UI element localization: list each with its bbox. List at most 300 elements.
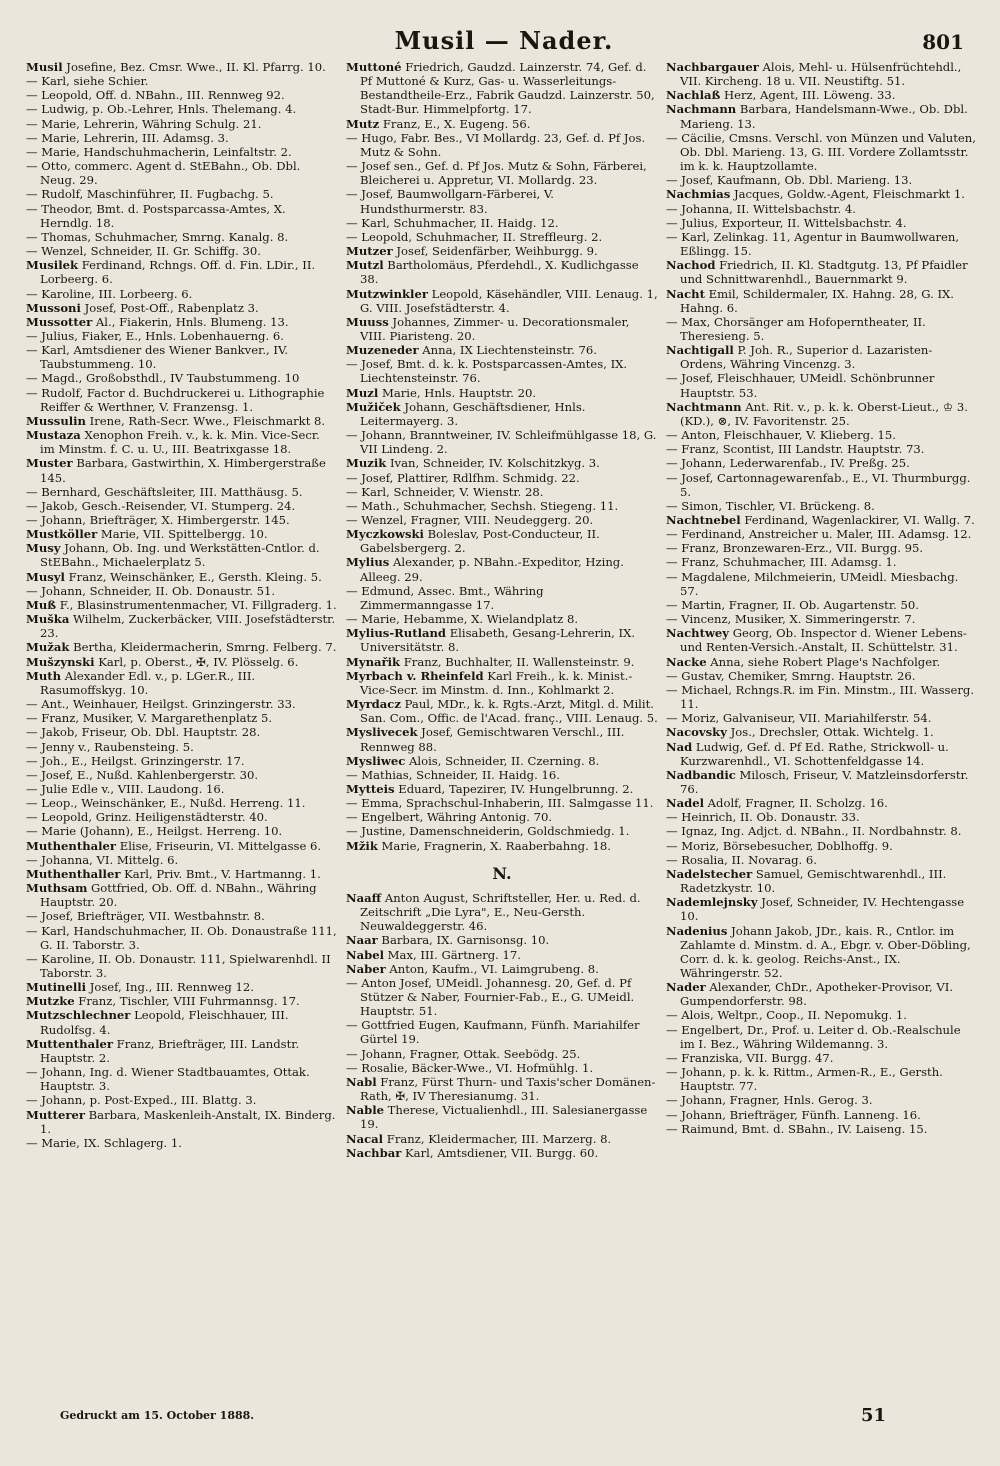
entry-surname: Mutzke (26, 994, 75, 1009)
entry-surname: Muthenthaller (26, 866, 121, 881)
entry-surname: Mužak (26, 640, 70, 655)
directory-entry (666, 740, 978, 768)
entry-details: Karl, Amtsdiener, VII. Burgg. 60. (401, 1145, 599, 1160)
directory-entry (26, 952, 338, 980)
entry-details: Elisabeth, Gesang-Lehrerin, IX. Universitätstr. 8. (360, 626, 636, 655)
entry-surname: Nadelstecher (666, 866, 753, 881)
entry-surname: Mustköller (26, 527, 98, 542)
entry-details: — Ant., Weinhauer, Heilgst. Grinzingerstr. 33. (26, 697, 296, 712)
entry-details: Alexander, p. NBahn.-Expeditor, Hzing. Alleeg. 29. (360, 555, 624, 584)
entry-details: — Jakob, Friseur, Ob. Dbl. Hauptstr. 28. (26, 725, 261, 740)
directory-entry (26, 924, 338, 952)
entry-details: — Josef sen., Gef. d. Pf Jos. Mutz & Sohn, Färberei, Bleicherei u. Appretur, VI. Mollardg. 23. (346, 159, 647, 188)
entry-details: Emil, Schildermaler, IX. Hahng. 28, G. IX. Hahng. 6. (680, 286, 954, 315)
directory-entry (346, 499, 658, 513)
entry-details: — Justine, Damenschneiderin, Goldschmiedg. 1. (346, 824, 630, 839)
entry-details: — Johann, Briefträger, X. Himbergerstr. 145. (26, 513, 290, 527)
directory-entry (666, 499, 978, 513)
entry-details: Barbara, Maskenleih-Anstalt, IX. Binderg. 1. (40, 1107, 336, 1136)
entry-details: — Martin, Fragner, II. Ob. Augartenstr. 50. (666, 597, 919, 612)
directory-entry (666, 612, 978, 626)
entry-details: Ferdinand, Wagenlackirer, VI. Wallg. 7. (740, 513, 975, 527)
entry-details: Milosch, Friseur, V. Matzleinsdorferstr. 76. (680, 767, 969, 796)
section-heading: N. (492, 863, 512, 883)
entry-details: Barbara, Handelsmann-Wwe., Ob. Dbl. Marieng. 13. (680, 102, 968, 131)
entry-details: — Rosalia, II. Novarag. 6. (666, 852, 817, 867)
entry-surname: Mutz (346, 116, 380, 131)
entry-surname: Musy (26, 541, 61, 556)
directory-entry (346, 796, 658, 810)
directory-entry (666, 711, 978, 725)
directory-entry (346, 485, 658, 499)
entry-surname: Mussotter (26, 314, 93, 329)
directory-entry (26, 612, 338, 640)
entry-surname: Muß (26, 597, 57, 612)
entry-details: — Marie, Lehrerin, III. Adamsg. 3. (26, 130, 229, 145)
entry-details: — Magdalene, Milchmeierin, UMeidl. Miesbachg. 57. (666, 569, 959, 598)
directory-entry (666, 1051, 978, 1065)
directory-entry (346, 1132, 658, 1146)
entry-details: — Engelbert, Währing Antonig. 70. (346, 810, 553, 825)
directory-entry (666, 527, 978, 541)
directory-entry (26, 371, 338, 385)
entry-details: — Vincenz, Musiker, X. Simmeringerstr. 7. (666, 612, 916, 627)
entry-surname: Mžik (346, 838, 378, 853)
directory-entry (26, 697, 338, 711)
entry-details: Boleslav, Post-Conducteur, II. Gabelsbergerg. 2. (360, 527, 600, 556)
directory-entry (26, 1008, 338, 1036)
directory-entry (666, 810, 978, 824)
entry-details: — Jenny v., Raubensteing. 5. (26, 739, 194, 754)
entry-surname: Muttenthaler (26, 1036, 113, 1051)
directory-entry (26, 102, 338, 116)
entry-details: — Leopold, Schuhmacher, II. Streffleurg. 2. (346, 229, 603, 244)
entry-details: — Hugo, Fabr. Bes., VI Mollardg. 23, Gef. d. Pf Jos. Mutz & Sohn. (346, 130, 646, 159)
directory-entry (346, 117, 658, 131)
directory-entry (26, 456, 338, 484)
directory-entry (26, 711, 338, 725)
directory-entry (26, 145, 338, 159)
directory-entry (666, 1108, 978, 1122)
directory-entry (346, 456, 658, 470)
directory-entry (666, 471, 978, 499)
entry-surname: Muth (26, 668, 62, 683)
directory-entry (26, 244, 338, 258)
directory-entry (346, 1061, 658, 1075)
directory-entry (26, 796, 338, 810)
entry-details: Friedrich, II. Kl. Stadtgutg. 13, Pf Pfaidler und Schnittwarenhdl., Bauernmarkt 9. (680, 258, 968, 287)
entry-details: Leopold, Käsehändler, VIII. Lenaug. 1, G. VIII. Josefstädterstr. 4. (360, 286, 658, 315)
directory-entry (666, 442, 978, 456)
entry-surname: Naber (346, 961, 386, 976)
directory-entry (666, 541, 978, 555)
entry-details: — Franz, Scontist, III Landstr. Hauptstr. 73. (666, 442, 925, 457)
entry-details: Marie, Fragnerin, X. Raaberbahng. 18. (377, 838, 611, 853)
entry-details: Franz, E., X. Eugeng. 56. (379, 116, 531, 131)
entry-details: Wilhelm, Zuckerbäcker, VIII. Josefstädterstr. 23. (40, 612, 336, 641)
entry-details: Georg, Ob. Inspector d. Wiener Lebens- und Renten-Versich.-Anstalt, II. Schüttelstr. 31. (680, 626, 967, 655)
entry-details: — Moriz, Galvaniseur, VII. Mariahilferstr. 54. (666, 711, 932, 726)
entry-surname: Muthsam (26, 881, 88, 896)
directory-entry (26, 810, 338, 824)
entry-details: Max, III. Gärtnerg. 17. (384, 947, 521, 962)
entry-details: — Josef, E., Nußd. Kahlenbergerstr. 30. (26, 767, 259, 782)
entry-details: — Mathias, Schneider, II. Haidg. 16. (346, 767, 560, 782)
directory-entry (26, 315, 338, 329)
directory-entry (346, 1103, 658, 1131)
directory-entry (346, 131, 658, 159)
entry-details: — Franziska, VII. Burgg. 47. (666, 1050, 834, 1065)
entry-details: — Rudolf, Factor d. Buchdruckerei u. Lithographie Reiffer & Werthner, V. Franzensg. 1. (26, 385, 325, 414)
directory-entry (26, 329, 338, 343)
entry-details: Franz, Tischler, VIII Fuhrmannsg. 17. (74, 994, 300, 1009)
entry-surname: Mutzwinkler (346, 286, 428, 301)
entry-details: — Ludwig, p. Ob.-Lehrer, Hnls. Thelemang. 4. (26, 102, 297, 117)
directory-entry (346, 976, 658, 1018)
entry-surname: Myrdacz (346, 697, 401, 712)
entry-details: — Karl, siehe Schier. (26, 74, 149, 89)
directory-entry (26, 980, 338, 994)
directory-entry (346, 962, 658, 976)
directory-entry (346, 159, 658, 187)
directory-entry (26, 640, 338, 654)
entry-surname: Muzik (346, 456, 387, 471)
entry-details: — Cäcilie, Cmsns. Verschl. von Münzen und Valuten, Ob. Dbl. Marieng. 13, G. III. Vordere Zollamtsstr. im k. k. Hauptzollamte. (666, 130, 976, 174)
entry-details: Alois, Mehl- u. Hülsenfrüchtehdl., VII. Kircheng. 18 u. VII. Neustiftg. 51. (680, 60, 962, 89)
entry-surname: Nademlejnsky (666, 895, 758, 910)
entry-surname: Nacht (666, 286, 705, 301)
directory-entry (26, 598, 338, 612)
entry-surname: Nachtnebel (666, 513, 741, 527)
directory-entry (346, 386, 658, 400)
entry-details: — Joh., E., Heilgst. Grinzingerstr. 17. (26, 753, 245, 768)
directory-entry (666, 867, 978, 895)
entry-surname: Nachbargauer (666, 60, 759, 74)
entry-surname: Nachod (666, 258, 716, 273)
directory-entry (666, 895, 978, 923)
directory-entry (666, 555, 978, 569)
page-number: 801 (922, 30, 964, 54)
entry-details: — Engelbert, Dr., Prof. u. Leiter d. Ob.-Realschule im I. Bez., Währing Wildemanng. 3. (666, 1022, 961, 1051)
entry-details: — Marie, Handschuhmacherin, Leinfaltstr. 2. (26, 144, 292, 159)
entry-details: Ivan, Schneider, IV. Kolschitzkyg. 3. (386, 456, 600, 471)
entry-surname: Musil (26, 60, 63, 74)
directory-entry (26, 1136, 338, 1150)
directory-entry (26, 881, 338, 909)
directory-entry (346, 810, 658, 824)
directory-entry (666, 173, 978, 187)
directory-entry (346, 60, 658, 117)
entry-details: — Johann, Schneider, II. Ob. Donaustr. 51. (26, 583, 276, 598)
directory-entry (346, 244, 658, 258)
directory-entry (346, 1146, 658, 1160)
directory-entry (346, 471, 658, 485)
directory-entry (666, 371, 978, 399)
entry-surname: Muster (26, 456, 73, 471)
directory-entry (26, 655, 338, 669)
entry-surname: Mušzynski (26, 654, 95, 669)
entry-surname: Musilek (26, 258, 79, 273)
entry-details: — Heinrich, II. Ob. Donaustr. 33. (666, 810, 860, 825)
entry-surname: Mustaza (26, 428, 81, 443)
entry-details: — Edmund, Assec. Bmt., Währing Zimmermanngasse 17. (346, 583, 544, 612)
entry-details: — Johann, Briefträger, Fünfh. Lanneng. 16. (666, 1107, 921, 1122)
directory-entry (666, 626, 978, 654)
entry-details: — Anton, Fleischhauer, V. Klieberg. 15. (666, 428, 896, 443)
directory-entry (26, 428, 338, 456)
directory-entry (666, 725, 978, 739)
directory-entry (346, 754, 658, 768)
print-date: Gedruckt am 15. October 1888. (60, 1409, 255, 1422)
entry-details: — Josef, Kaufmann, Ob. Dbl. Marieng. 13. (666, 173, 913, 188)
entry-surname: Nachlaß (666, 88, 721, 103)
directory-entry (346, 400, 658, 428)
directory-entry (346, 357, 658, 385)
entry-details: — Karl, Amtsdiener des Wiener Bankver., IV. Taubstummeng. 10. (26, 343, 289, 372)
directory-entry (666, 824, 978, 838)
entry-details: Josef, Seidenfärber, Weihburgg. 9. (392, 244, 598, 259)
entry-surname: Nachtwey (666, 626, 730, 641)
directory-entry (26, 541, 338, 569)
entry-details: Samuel, Gemischtwarenhdl., III. Radetzkystr. 10. (680, 866, 947, 896)
entry-details: — Julius, Fiaker, E., Hnls. Lobenhauerng. 6. (26, 328, 284, 343)
entry-details: Josefine, Bez. Cmsr. Wwe., II. Kl. Pfarrg. 10. (62, 60, 326, 74)
entry-details: Ferdinand, Rchngs. Off. d. Fin. LDir., II. Lorbeerg. 6. (40, 258, 316, 287)
directory-entry (666, 1008, 978, 1022)
entry-details: — Johanna, II. Wittelsbachstr. 4. (666, 201, 856, 216)
directory-entry (26, 740, 338, 754)
directory-entry (26, 909, 338, 923)
entry-details: — Karl, Handschuhmacher, II. Ob. Donaustraße 111, G. II. Taborstr. 3. (26, 923, 337, 952)
directory-entry (26, 782, 338, 796)
entry-details: Xenophon Freih. v., k. k. Min. Vice-Secr. im Minstm. f. C. u. U., III. Beatrixgasse 18. (40, 428, 320, 457)
directory-entry (26, 584, 338, 598)
directory-entry (26, 159, 338, 187)
directory-entry (26, 839, 338, 853)
entry-surname: Nable (346, 1103, 384, 1118)
entry-details: Karl, Priv. Bmt., V. Hartmanng. 1. (120, 866, 321, 881)
directory-entry (346, 527, 658, 555)
entry-surname: Muuss (346, 314, 389, 329)
directory-entry (666, 598, 978, 612)
entry-surname: Nadel (666, 796, 704, 811)
directory-entry (666, 980, 978, 1008)
directory-entry (26, 1108, 338, 1136)
directory-entry (346, 612, 658, 626)
entry-details: Friedrich, Gaudzd. Lainzerstr. 74, Gef. d. Pf Muttoné & Kurz, Gas- u. Wasserleitungs-Bestandtheile-Erz., Fabrik Gaudzd. Lainzerstr. 50, Stadt-Bur. Himmelpfortg. 17. (360, 60, 655, 117)
entry-details: — Leop., Weinschänker, E., Nußd. Herreng. 11. (26, 796, 306, 811)
entry-surname: Muthenthaler (26, 838, 117, 853)
entry-surname: Mussoni (26, 300, 81, 315)
entry-details: Josef, Ing., III. Rennweg 12. (86, 980, 254, 995)
directory-entry (346, 555, 658, 583)
entry-details: Karl, p. Oberst., ✠, IV. Plösselg. 6. (94, 654, 299, 669)
entry-details: Bartholomäus, Pferdehdl., X. Kudlichgasse 38. (360, 258, 639, 287)
entry-surname: Mutzer (346, 244, 393, 259)
directory-entry (26, 725, 338, 739)
entry-details: — Julius, Exporteur, II. Wittelsbachstr. 4. (666, 215, 907, 230)
directory-columns (26, 60, 982, 1405)
entry-details: Therese, Victualienhdl., III. Salesianergasse 19. (360, 1103, 648, 1132)
entry-surname: Naar (346, 933, 378, 948)
directory-entry (346, 725, 658, 753)
directory-entry (26, 1065, 338, 1093)
entry-surname: Nachmann (666, 102, 737, 117)
directory-entry (666, 202, 978, 216)
entry-details: — Johanna, VI. Mittelg. 6. (26, 852, 179, 867)
entry-details: Barbara, IX. Garnisonsg. 10. (377, 933, 550, 948)
entry-details: — Franz, Schuhmacher, III. Adamsg. 1. (666, 555, 897, 570)
entry-details: — Marie, Hebamme, X. Wielandplatz 8. (346, 612, 579, 627)
directory-entry (346, 287, 658, 315)
directory-entry (346, 343, 658, 357)
entry-details: — Wenzel, Fragner, VIII. Neudeggerg. 20. (346, 513, 594, 527)
entry-surname: Mutinelli (26, 980, 87, 995)
directory-entry (26, 60, 338, 74)
entry-details: — Leopold, Off. d. NBahn., III. Rennweg 92. (26, 88, 285, 103)
entry-surname: Nacovsky (666, 725, 727, 740)
entry-details: — Emma, Sprachschul-Inhaberin, III. Salmgasse 11. (346, 796, 654, 811)
entry-details: Adolf, Fragner, II. Scholzg. 16. (704, 796, 888, 811)
entry-details: — Josef, Baumwollgarn-Färberei, V. Hundsthurmerstr. 83. (346, 187, 554, 216)
directory-entry (346, 655, 658, 669)
directory-entry (346, 626, 658, 654)
entry-surname: Mužiček (346, 399, 401, 414)
directory-entry (666, 400, 978, 428)
directory-entry (26, 230, 338, 244)
entry-surname: Naaff (346, 890, 382, 905)
entry-details: Jacques, Goldw.-Agent, Fleischmarkt 1. (730, 187, 965, 202)
entry-surname: Nabl (346, 1074, 377, 1089)
entry-surname: Myczkowski (346, 527, 424, 542)
directory-entry (346, 513, 658, 527)
entry-details: Barbara, Gastwirthin, X. Himbergerstraße 145. (40, 456, 326, 485)
entry-details: Anton August, Schriftsteller, Her. u. Red. d. Zeitschrift „Die Lyra", E., Neu-Gersth. Neuwaldeggerstr. 46. (360, 890, 641, 934)
directory-entry (26, 343, 338, 371)
entry-details: — Marie, Lehrerin, Währing Schulg. 21. (26, 116, 262, 131)
page-footer (26, 1405, 982, 1445)
entry-surname: Nachtigall (666, 343, 734, 358)
directory-entry (26, 499, 338, 513)
directory-entry (346, 187, 658, 215)
entry-details: — Johann, p. k. k. Rittm., Armen-R., E., Gersth. Hauptstr. 77. (666, 1065, 943, 1094)
entry-details: — Johann, Lederwarenfab., IV. Preßg. 25. (666, 456, 910, 471)
entry-details: Al., Fiakerin, Hnls. Blumeng. 13. (92, 314, 289, 329)
entry-surname: Muzeneder (346, 343, 419, 358)
directory-entry (666, 655, 978, 669)
directory-entry (26, 768, 338, 782)
entry-details: Bertha, Kleidermacherin, Smrng. Felberg. 7. (69, 640, 337, 655)
entry-details: — Johann, Branntweiner, IV. Schleifmühlgasse 18, G. VII Lindeng. 2. (346, 428, 657, 457)
entry-surname: Mussulin (26, 413, 86, 428)
entry-details: — Karl, Schuhmacher, II. Haidg. 12. (346, 215, 559, 230)
page-header (26, 20, 982, 60)
directory-entry (666, 187, 978, 201)
entry-details: Franz, Fürst Thurn- und Taxis'scher Domänen-Rath, ✠, IV Theresianumg. 31. (360, 1074, 656, 1104)
entry-details: — Josef, Fleischhauer, UMeidl. Schönbrunner Hauptstr. 53. (666, 371, 935, 400)
entry-details: — Karoline, III. Lorbeerg. 6. (26, 286, 193, 301)
entry-details: Josef, Gemischtwaren Verschl., III. Rennweg 88. (360, 725, 625, 754)
entry-surname: Nachbar (346, 1145, 402, 1160)
directory-entry (26, 853, 338, 867)
entry-details: Ant. Rit. v., p. k. k. Oberst-Lieut., ♔ 3. (KD.), ⊗, IV. Favoritenstr. 25. (680, 399, 968, 428)
entry-surname: Nadenius (666, 923, 728, 938)
directory-entry (26, 187, 338, 201)
directory-entry (666, 768, 978, 796)
directory-entry (26, 258, 338, 286)
directory-entry (26, 287, 338, 301)
entry-details: — Rosalie, Bäcker-Wwe., VI. Hofmühlg. 1. (346, 1060, 594, 1075)
directory-entry (26, 513, 338, 527)
directory-column-3 (666, 60, 978, 1405)
directory-entry (666, 1093, 978, 1107)
entry-details: — Karl, Schneider, V. Wienstr. 28. (346, 484, 544, 499)
directory-entry (26, 202, 338, 230)
entry-details: — Josef, Cartonnagewarenfab., E., VI. Thurmburgg. 5. (666, 470, 971, 499)
directory-entry (26, 301, 338, 315)
directory-entry (26, 867, 338, 881)
entry-details: — Franz, Bronzewaren-Erz., VII. Burgg. 95. (666, 541, 924, 556)
entry-details: Johann, Ob. Ing. und Werkstätten-Cntlor. d. StEBahn., Michaelerplatz 5. (40, 541, 320, 570)
directory-column-1 (26, 60, 338, 1405)
entry-details: — Thomas, Schuhmacher, Smrng. Kanalg. 8. (26, 229, 289, 244)
entry-surname: Nachtmann (666, 399, 742, 414)
entry-details: Anna, IX Liechtensteinstr. 76. (418, 343, 597, 358)
directory-entry (346, 782, 658, 796)
entry-surname: Myrbach v. Rheinfeld (346, 668, 484, 683)
directory-entry (346, 824, 658, 838)
directory-entry (666, 230, 978, 258)
entry-details: Johann, Geschäftsdiener, Hnls. Leitermayerg. 3. (360, 399, 586, 428)
directory-entry (666, 287, 978, 315)
entry-surname: Myslivecek (346, 725, 418, 740)
directory-entry (666, 131, 978, 173)
directory-entry (666, 683, 978, 711)
entry-surname: Mynařik (346, 654, 401, 669)
directory-entry (346, 315, 658, 343)
directory-entry (26, 570, 338, 584)
entry-surname: Nabel (346, 947, 384, 962)
entry-details: Eduard, Tapezirer, IV. Hungelbrunng. 2. (394, 781, 634, 796)
directory-entry (346, 948, 658, 962)
directory-entry (666, 216, 978, 230)
directory-entry (346, 933, 658, 947)
directory-entry (346, 669, 658, 697)
entry-details: — Josef, Bmt. d. k. k. Postsparcassen-Amtes, IX. Liechtensteinstr. 76. (346, 357, 628, 386)
entry-details: — Michael, Rchngs.R. im Fin. Minstm., III. Wasserg. 11. (666, 682, 975, 712)
entry-surname: Mutterer (26, 1107, 85, 1122)
entry-surname: Mutzl (346, 258, 384, 273)
entry-surname: Mutzschlechner (26, 1008, 131, 1023)
directory-entry (666, 570, 978, 598)
entry-details: — Jakob, Gesch.-Reisender, VI. Stumperg. 24. (26, 498, 296, 513)
entry-surname: Mylius (346, 555, 390, 570)
entry-details: Johann Jakob, JDr., kais. R., Cntlor. im Zahlamte d. Minstm. d. A., Ebgr. v. Ober-Döbling, Corr. d. k. k. geolog. Reichs-Anst., IX. Währingerstr. 52. (680, 923, 971, 980)
directory-entry (346, 258, 658, 286)
entry-details: — Ferdinand, Anstreicher u. Maler, III. Adamsg. 12. (666, 527, 972, 542)
entry-details: Paul, MDr., k. k. Rgts.-Arzt, Mitgl. d. Milit. San. Com., Offic. de l'Acad. franç., VIII. Lenaug. 5. (360, 697, 658, 726)
entry-details: — Marie (Johann), E., Heilgst. Herreng. 10. (26, 824, 283, 839)
entry-details: — Moriz, Börsebesucher, Doblhoffg. 9. (666, 838, 893, 853)
directory-entry (666, 258, 978, 286)
directory-entry (26, 754, 338, 768)
directory-entry (666, 315, 978, 343)
directory-entry (26, 414, 338, 428)
entry-details: — Johann, Fragner, Ottak. Seebödg. 25. (346, 1046, 581, 1061)
entry-details: — Max, Chorsänger am Hofoperntheater, II. Theresieng. 5. (666, 314, 926, 343)
directory-entry (26, 485, 338, 499)
entry-surname: Nadbandic (666, 767, 736, 782)
